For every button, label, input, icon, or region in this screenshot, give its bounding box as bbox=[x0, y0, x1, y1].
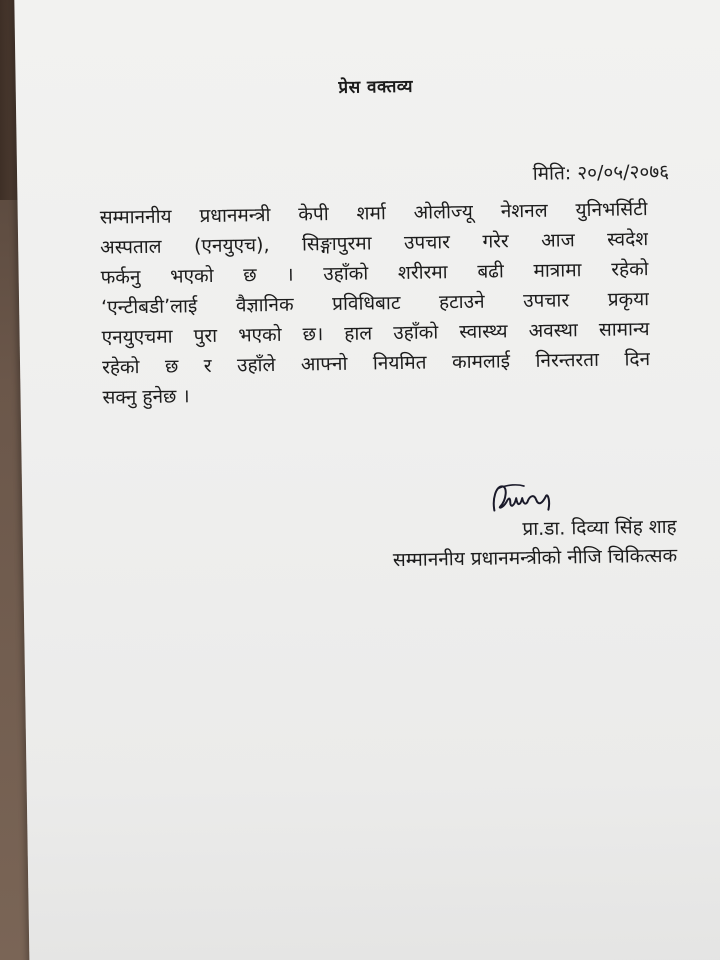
body-line: ‘एन्टीबडी’लाई वैज्ञानिक प्रविधिबाट हटाउने उपचार प्रकृया bbox=[100, 288, 650, 319]
body-line: एनयुएचमा पुरा भएको छ। हाल उहाँको स्वास्थ्य अवस्था सामान्य bbox=[101, 318, 650, 349]
letter-page bbox=[14, 0, 720, 960]
date-value: २०/०५/२०७६ bbox=[577, 160, 670, 185]
date-label: मिति: bbox=[532, 162, 572, 185]
body-line: अस्पताल (एनयुएच), सिङ्गापुरमा उपचार गरेर आज स्वदेश bbox=[100, 228, 649, 259]
document-title: प्रेस वक्तव्य bbox=[338, 76, 414, 98]
body-line: फर्कनु भएको छ । उहाँको शरीरमा बढी मात्रामा रहेको bbox=[100, 258, 649, 289]
body-line: रहेको छ र उहाँले आफ्नो नियमित कामलाई निरन्तरता दिन bbox=[101, 348, 651, 379]
signer-name: प्रा.डा. दिव्या सिंह शाह bbox=[522, 515, 677, 541]
body-line: सम्माननीय प्रधानमन्त्री केपी शर्मा ओलीज्यू नेशनल युनिभर्सिटी bbox=[99, 198, 648, 229]
date-line bbox=[533, 158, 670, 186]
statement-body bbox=[100, 194, 651, 413]
body-line: सक्नु हुनेछ । bbox=[102, 385, 190, 409]
handwritten-signature bbox=[488, 479, 569, 516]
signer-role: सम्माननीय प्रधानमन्त्रीको नीजि चिकित्सक bbox=[392, 544, 678, 572]
